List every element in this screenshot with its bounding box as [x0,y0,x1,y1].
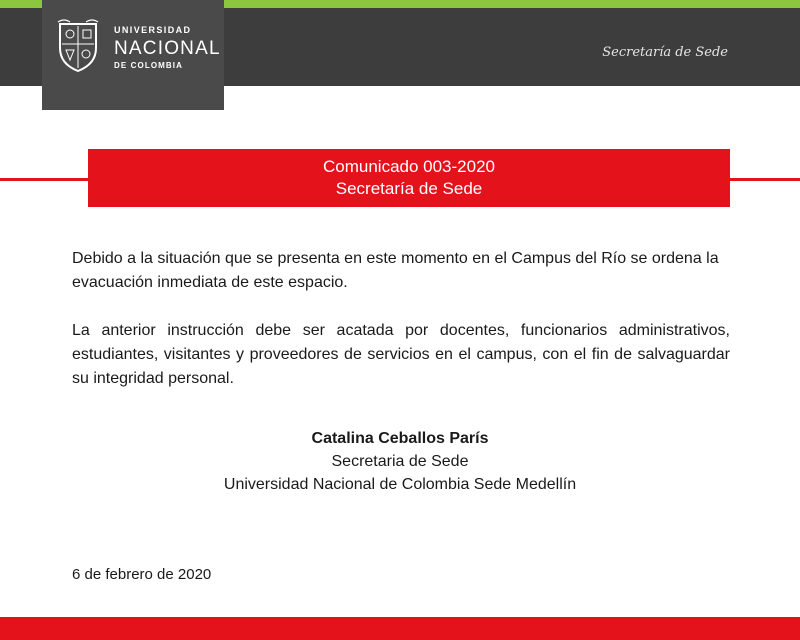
signer-role: Secretaria de Sede [331,453,469,470]
logo-line-de-colombia: DE COLOMBIA [114,61,183,70]
logo-line-nacional: NACIONAL [114,38,221,59]
logo-wordmark [114,26,221,70]
university-shield-icon [56,18,100,74]
signer-institution: Universidad Nacional de Colombia Sede Medellín [223,476,577,493]
communique-office: Secretaría de Sede [335,179,483,198]
body-paragraph-1: Debido a la situación que se presenta en este momento en el Campus del Río se ordena la evacuación inmediata de este espacio. [72,250,719,291]
bottom-accent-bar [0,617,800,640]
signer-name: Catalina Ceballos París [311,430,489,447]
logo-line-universidad: UNIVERSIDAD [114,25,192,35]
document-date: 6 de febrero de 2020 [72,566,212,583]
communique-title-banner [88,149,730,207]
body-paragraph-2: La anterior instrucción debe ser acatada por docentes, funcionarios administrativos, estudiantes, visitantes y proveedores de servicios en el campus, con el fin de salvaguardar su integridad personal. [72,322,730,387]
communique-number: Comunicado 003-2020 [322,157,495,176]
header-section-title: Secretaría de Sede [602,45,728,60]
university-logo[interactable] [42,0,224,110]
signature-block [0,427,800,496]
